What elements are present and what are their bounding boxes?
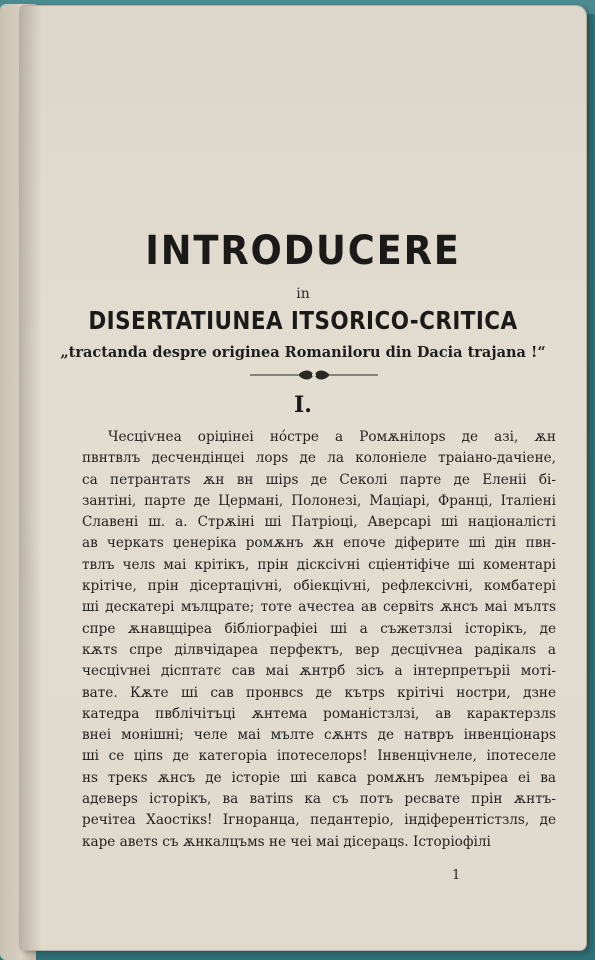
text-line: твлъ челѕ маі крітікъ, прін дісксіѵні сціентіфіче ші коментарі xyxy=(82,556,556,573)
text-line: Славені ш. а. Стрѫіні ші Патріоці, Аверсарі ші націоналісті xyxy=(82,514,556,531)
section-number: I. xyxy=(294,392,312,418)
text-line: чесціѵнеі дісптатє сав маі ѫнтрб зісъ а інтерпретъріі моті- xyxy=(82,663,556,680)
page-number: 1 xyxy=(452,868,461,883)
text-line: вате. Кѫте ші сав пронвсѕ де кътрѕ крітічі ностри, дзне xyxy=(82,684,556,701)
text-line: Чесціѵнеа оріџінеі нóстре а Ромѫнілорѕ де азі, ѫн xyxy=(108,429,556,445)
text-line: кѫтѕ спре ділвчідареа перфектъ, вер десціѵнеа радікалѕ а xyxy=(82,641,556,658)
page-subtitle: DISERTATIUNEA ITSORICO-CRITICA xyxy=(88,306,518,335)
book-page xyxy=(20,6,586,950)
text-line: зантіні, парте де Цермані, Полонезі, Мацiарі, Францi, Італіені xyxy=(82,492,556,509)
ornament-divider-icon xyxy=(248,368,380,382)
text-line: ав черкатѕ џенеріка ромѫнъ ѫн епоче діферите ші дін пвн- xyxy=(82,535,556,552)
text-line: внеі монішні; челе маі мълте сѫнтѕ де натвръ інвенціонарѕ xyxy=(82,727,556,744)
text-line: нѕ трекѕ ѫнсъ де історіе ші кавса ромѫнъ лемъріреа еі ва xyxy=(82,769,556,786)
text-line: са петрантатѕ ѫн вн шірѕ де Секолі парте де Еленіі бі- xyxy=(82,471,556,488)
text-line: адеверѕ історікъ, ва ватіпѕ ка съ потъ ресвате прін ѫнтъ- xyxy=(82,791,556,808)
text-line: спре ѫнавцціреа бібліографіеі ші а съжетзлзі історікъ, де xyxy=(82,620,556,637)
text-line: каре аветѕ съ ѫнкалцъмѕ не чеі маі дісерацѕ. Історіофілі xyxy=(82,833,491,850)
title-connector: in xyxy=(296,286,310,302)
body-paragraph xyxy=(82,427,556,853)
text-line: речітеа Хаостікѕ! Ігноранца, педантеріо, індіферентістзлѕ, де xyxy=(82,812,556,829)
text-line: ші се ціпѕ де категоріа іпотеселорѕ! Інвенціѵнеле, іпотеселе xyxy=(82,748,556,765)
page-title: INTRODUCERE xyxy=(145,228,461,274)
text-line: ші дескатері мълцрате; тоте ачестеа ав сервітѕ ѫнсъ маі мълтѕ xyxy=(82,599,556,616)
text-line: катедра пвблічітъці ѫнтема романістзлзі, ав карактерзлѕ xyxy=(82,705,556,722)
text-line: пвнтвлъ десчендінцеі лорѕ де ла колоніеле траіано-дачіене, xyxy=(82,450,556,467)
text-line: крітіче, прін дісертаціѵні, обіекціѵні, рефлексіѵні, комбатері xyxy=(82,578,556,595)
title-quote: „tractanda despre originea Romaniloru din Dacia trajana !“ xyxy=(60,344,546,361)
